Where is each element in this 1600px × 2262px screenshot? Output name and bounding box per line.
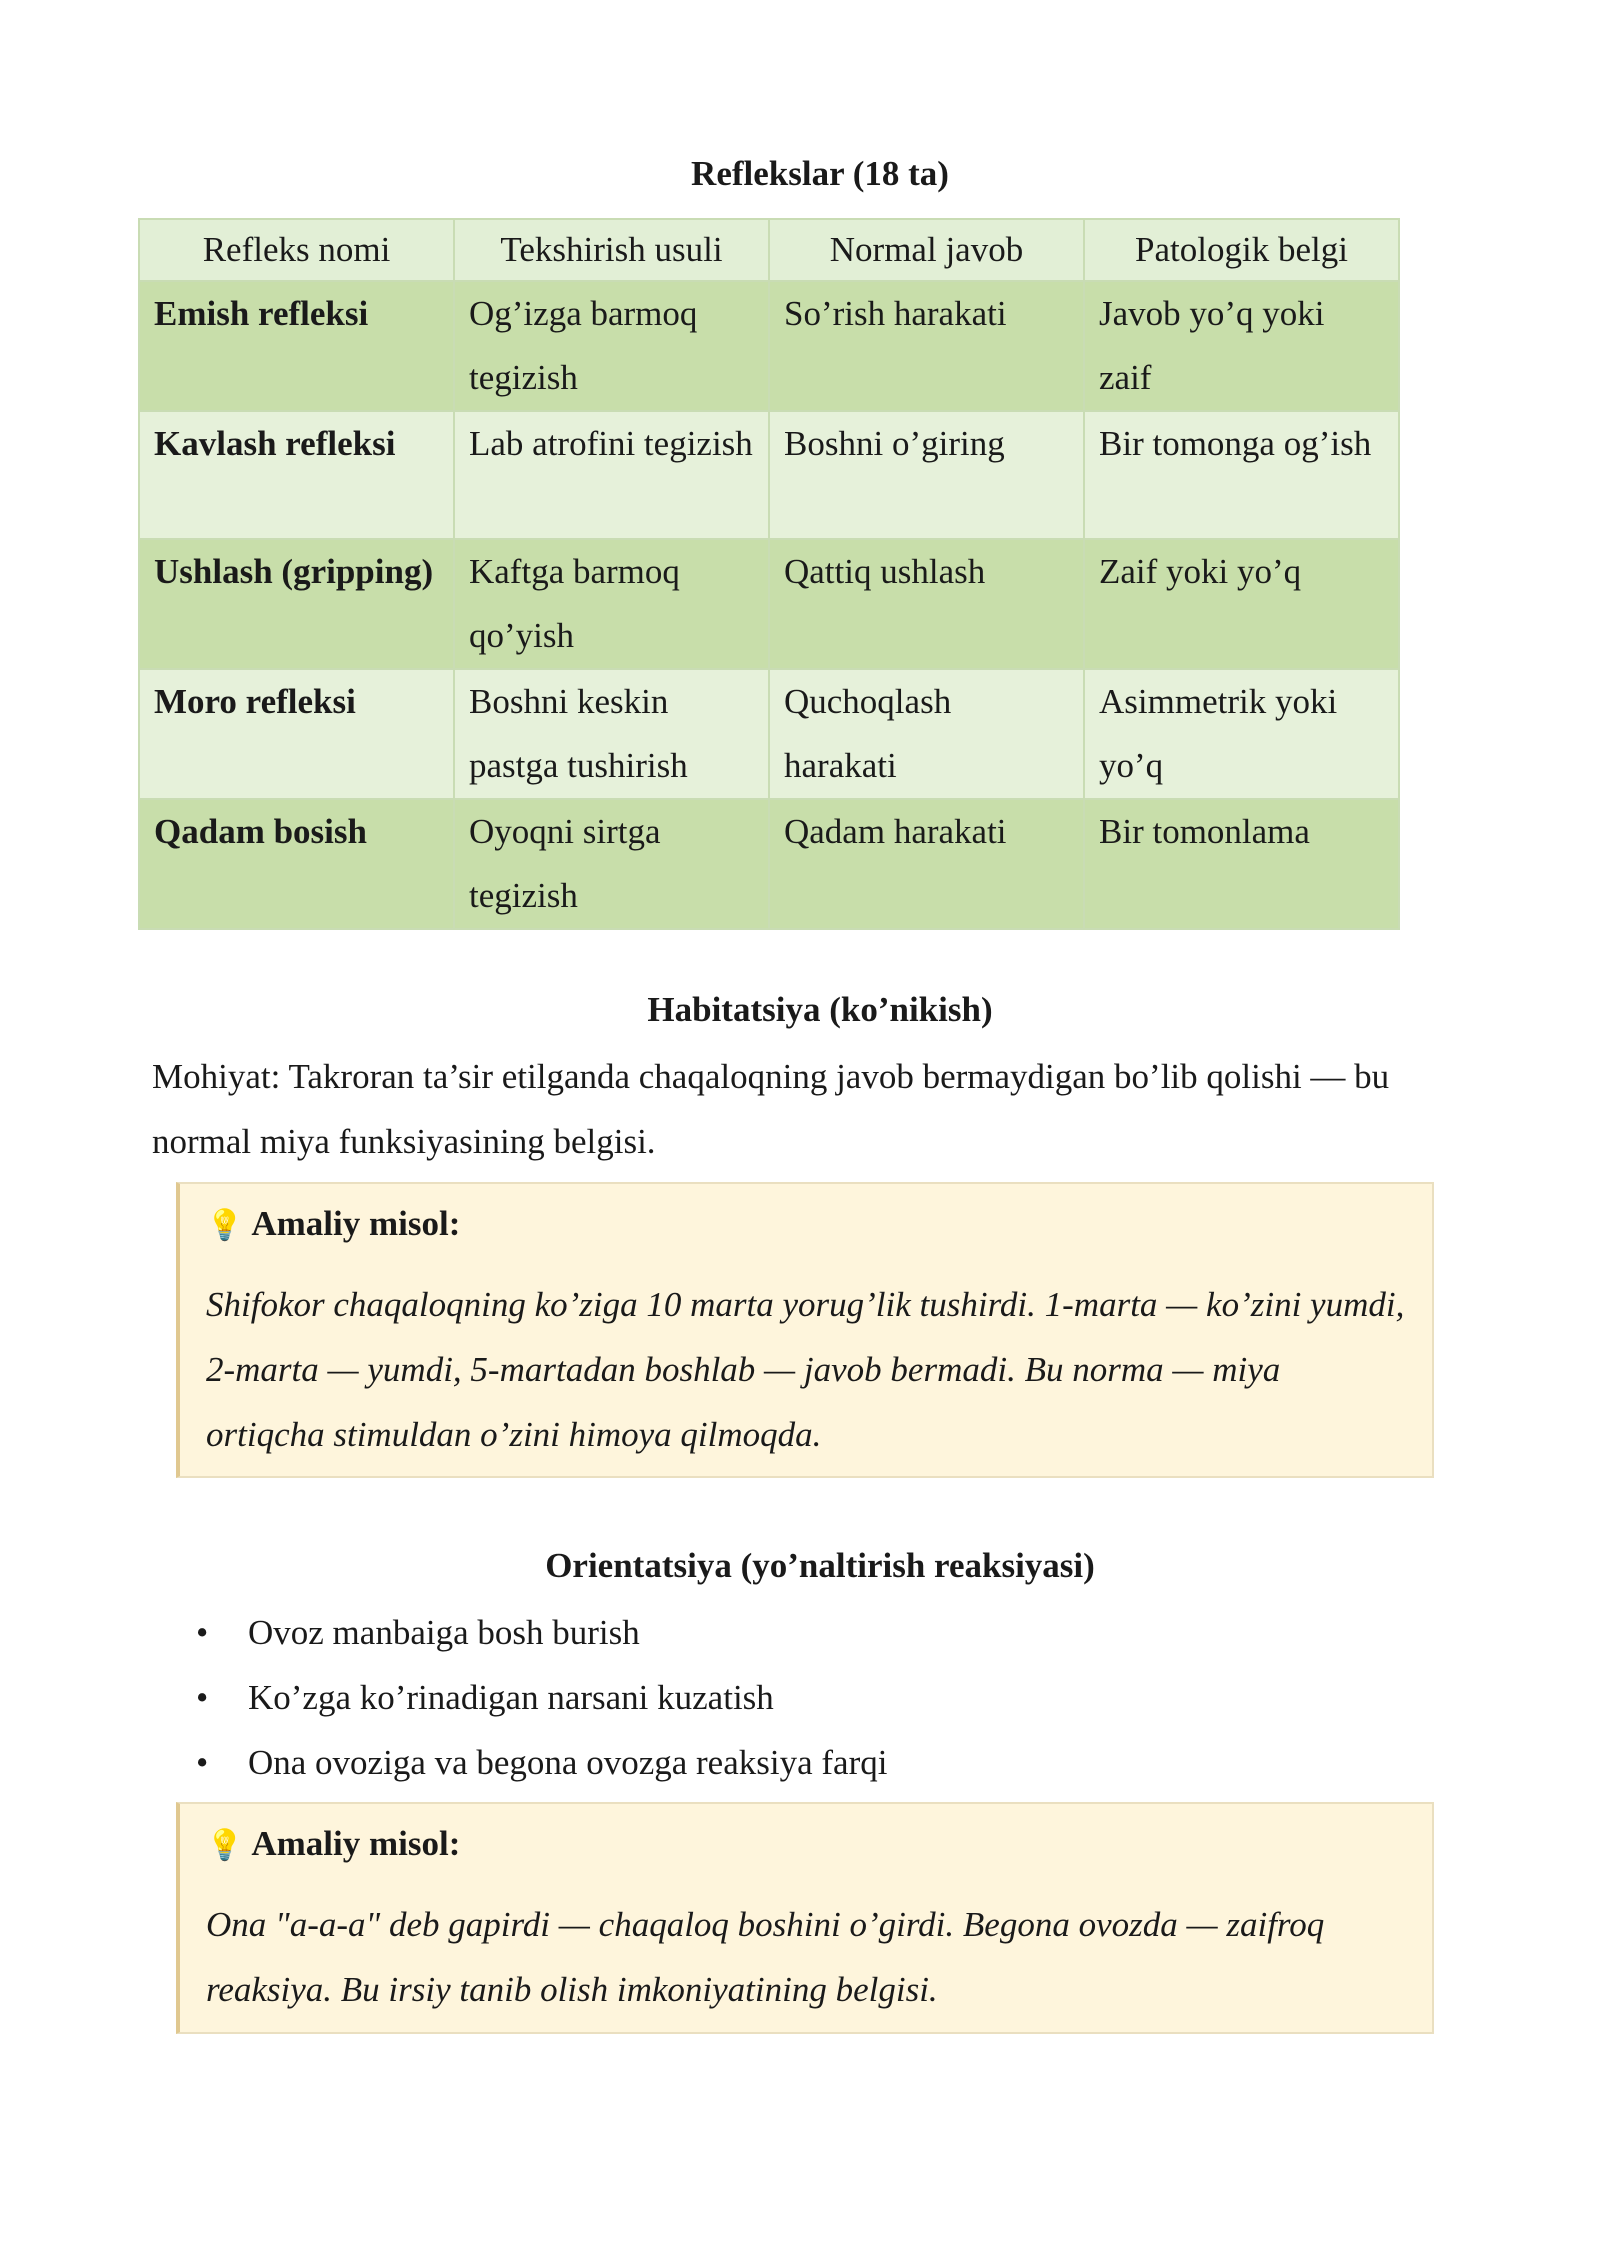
callout-text: Shifokor chaqaloqning ko’ziga 10 marta yorug’lik tushirdi. 1-marta — ko’zini yumdi, 2-marta — yumdi, 5-martadan boshlab — javob bermadi. Bu norma — miya ortiqcha stimuldan o’zini himoya qilmoqda.	[206, 1285, 1405, 1454]
practical-example-box	[176, 1802, 1434, 2034]
reflex-name-cell: Kavlash refleksi	[139, 411, 454, 539]
table-cell: Quchoqlash harakati	[769, 669, 1084, 799]
lightbulb-icon: 💡	[206, 1208, 244, 1243]
table-cell: Kaftga barmoq qo’yish	[454, 539, 769, 669]
section-title-reflexes: Reflekslar (18 ta)	[691, 154, 949, 193]
bullet-list	[196, 1600, 887, 1795]
table-cell: Og’izga barmoq tegizish	[454, 281, 769, 411]
table-cell: Javob yo’q yoki zaif	[1084, 281, 1399, 411]
table-cell: Qadam harakati	[769, 799, 1084, 929]
reflex-name-cell: Qadam bosish	[139, 799, 454, 929]
table-header-cell: Normal javob	[769, 219, 1084, 281]
section-title-habituation: Habitatsiya (ko’nikish)	[647, 990, 993, 1029]
reflex-table	[138, 218, 1400, 930]
table-cell: Zaif yoki yo’q	[1084, 539, 1399, 669]
table-cell: Qattiq ushlash	[769, 539, 1084, 669]
lightbulb-icon: 💡	[206, 1828, 244, 1863]
table-cell: Oyoqni sirtga tegizish	[454, 799, 769, 929]
table-row	[139, 539, 1399, 669]
section-title-orientation: Orientatsiya (yo’naltirish reaksiyasi)	[545, 1546, 1095, 1585]
practical-example-box	[176, 1182, 1434, 1478]
table-header-row	[139, 219, 1399, 281]
definition-paragraph: Mohiyat: Takroran ta’sir etilganda chaqaloqning javob bermaydigan bo’lib qolishi — bu normal miya funksiyasining belgisi.	[152, 1057, 1390, 1161]
bullet-icon: •	[196, 1613, 209, 1652]
table-header-cell: Refleks nomi	[139, 219, 454, 281]
list-item	[196, 1600, 887, 1665]
table-row	[139, 281, 1399, 411]
table-header-cell: Tekshirish usuli	[454, 219, 769, 281]
table-cell: So’rish harakati	[769, 281, 1084, 411]
table-cell: Bir tomonga og’ish	[1084, 411, 1399, 539]
table-header-cell: Patologik belgi	[1084, 219, 1399, 281]
table-cell: Lab atrofini tegizish	[454, 411, 769, 539]
list-item	[196, 1665, 887, 1730]
table-cell: Boshni keskin pastga tushirish	[454, 669, 769, 799]
table-cell: Bir tomonlama	[1084, 799, 1399, 929]
table-cell: Asimmetrik yoki yo’q	[1084, 669, 1399, 799]
list-item-text: Ona ovoziga va begona ovozga reaksiya farqi	[248, 1743, 888, 1782]
callout-text: Ona "a-a-a" deb gapirdi — chaqaloq boshini o’girdi. Begona ovozda — zaifroq reaksiya. Bu irsiy tanib olish imkoniyatining belgisi.	[206, 1905, 1325, 2009]
table-row	[139, 669, 1399, 799]
list-item	[196, 1730, 887, 1795]
reflex-name-cell: Moro refleksi	[139, 669, 454, 799]
table-cell: Boshni o’giring	[769, 411, 1084, 539]
callout-title	[206, 1822, 460, 1868]
callout-title	[206, 1202, 460, 1248]
callout-title-text: Amaliy misol:	[251, 1204, 461, 1243]
reflex-name-cell: Emish refleksi	[139, 281, 454, 411]
list-item-text: Ko’zga ko’rinadigan narsani kuzatish	[248, 1678, 774, 1717]
table-row	[139, 411, 1399, 539]
reflex-name-cell: Ushlash (gripping)	[139, 539, 454, 669]
callout-title-text: Amaliy misol:	[251, 1824, 461, 1863]
table-row	[139, 799, 1399, 929]
bullet-icon: •	[196, 1678, 209, 1717]
list-item-text: Ovoz manbaiga bosh burish	[248, 1613, 640, 1652]
bullet-icon: •	[196, 1743, 209, 1782]
